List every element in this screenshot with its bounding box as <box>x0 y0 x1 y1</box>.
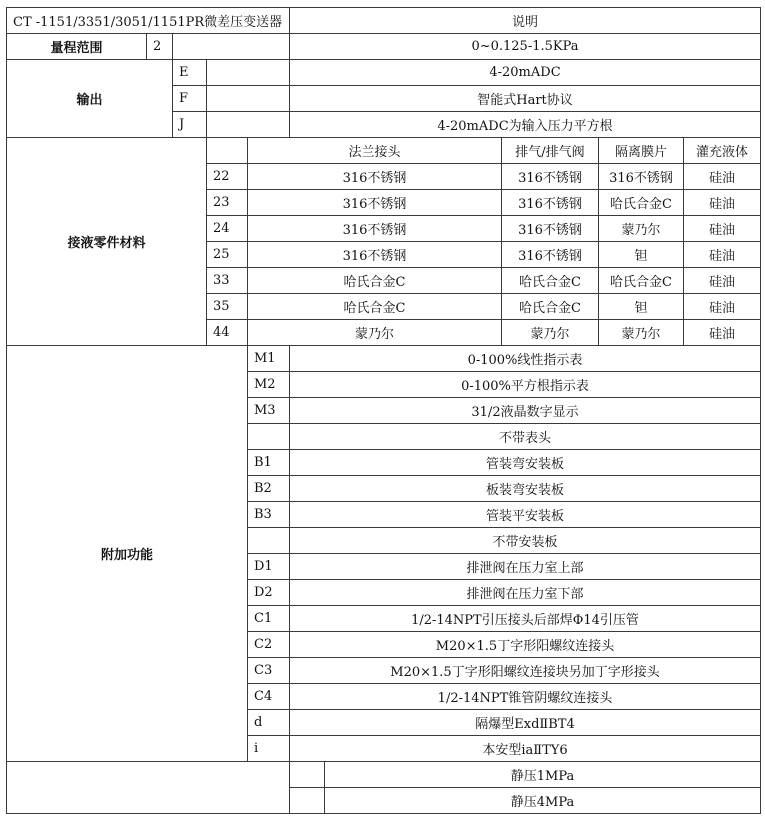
function-desc: 隔爆型ExdⅡBT4 <box>289 709 761 736</box>
materials-cell: 316不锈钢 <box>501 163 599 190</box>
materials-cell: 316不锈钢 <box>598 163 684 190</box>
function-code: d <box>247 709 290 736</box>
output-blank <box>206 85 290 112</box>
materials-cell: 蒙乃尔 <box>247 319 502 346</box>
function-code: M1 <box>247 345 290 372</box>
materials-code: 33 <box>206 267 248 294</box>
function-code: D1 <box>247 553 290 580</box>
function-desc: 1/2-14NPT引压接头后部焊Φ14引压管 <box>289 605 761 632</box>
function-code: B2 <box>247 475 290 502</box>
function-desc: 管装平安装板 <box>289 501 761 528</box>
materials-code: 24 <box>206 215 248 242</box>
output-desc: 智能式Hart协议 <box>289 85 761 112</box>
static-pressure-code <box>289 761 325 788</box>
materials-code: 25 <box>206 241 248 268</box>
materials-column-header: 灌充液体 <box>683 137 761 164</box>
materials-cell: 钽 <box>598 241 684 268</box>
function-code: C1 <box>247 605 290 632</box>
static-pressure-desc: 静压1MPa <box>324 761 761 788</box>
function-desc: 0-100%线性指示表 <box>289 345 761 372</box>
materials-column-header: 隔离膜片 <box>598 137 684 164</box>
materials-code: 44 <box>206 319 248 346</box>
function-desc: 排泄阀在压力室上部 <box>289 553 761 580</box>
function-desc: 0-100%平方根指示表 <box>289 371 761 398</box>
materials-cell: 哈氏合金C <box>247 293 502 320</box>
function-code <box>247 527 290 554</box>
materials-cell: 316不锈钢 <box>501 215 599 242</box>
materials-header-blank <box>206 137 248 164</box>
materials-cell: 哈氏合金C <box>598 189 684 216</box>
output-code: F <box>172 85 207 112</box>
function-code: i <box>247 735 290 762</box>
materials-cell: 哈氏合金C <box>501 267 599 294</box>
function-code: C4 <box>247 683 290 710</box>
materials-column-header: 排气/排气阀 <box>501 137 599 164</box>
function-desc: 板装弯安装板 <box>289 475 761 502</box>
materials-label: 接液零件材料 <box>6 137 207 346</box>
function-desc: M20×1.5丁字形阳螺纹连接头 <box>289 631 761 658</box>
function-code: B1 <box>247 449 290 476</box>
materials-cell: 硅油 <box>683 189 761 216</box>
function-desc: M20×1.5丁字形阳螺纹连接块另加丁字形接头 <box>289 657 761 684</box>
function-desc: 本安型iaⅡTY6 <box>289 735 761 762</box>
function-desc: 排泄阀在压力室下部 <box>289 579 761 606</box>
materials-cell: 蒙乃尔 <box>501 319 599 346</box>
materials-cell: 硅油 <box>683 319 761 346</box>
materials-cell: 钽 <box>598 293 684 320</box>
output-desc: 4-20mADC <box>289 59 761 86</box>
materials-cell: 硅油 <box>683 267 761 294</box>
static-pressure-code <box>289 787 325 814</box>
range-blank <box>172 33 290 60</box>
function-desc: 1/2-14NPT锥管阴螺纹连接头 <box>289 683 761 710</box>
function-code: D2 <box>247 579 290 606</box>
range-code: 2 <box>146 33 173 60</box>
materials-cell: 哈氏合金C <box>501 293 599 320</box>
function-code: C2 <box>247 631 290 658</box>
materials-code: 22 <box>206 163 248 190</box>
function-code <box>247 423 290 450</box>
materials-cell: 316不锈钢 <box>501 241 599 268</box>
functions-label: 附加功能 <box>6 345 248 762</box>
function-code: M3 <box>247 397 290 424</box>
range-label: 量程范围 <box>6 33 147 60</box>
output-code: E <box>172 59 207 86</box>
function-desc: 管装弯安装板 <box>289 449 761 476</box>
description-header: 说明 <box>289 7 761 34</box>
materials-column-header: 法兰接头 <box>247 137 502 164</box>
output-label: 输出 <box>6 59 173 138</box>
range-desc: 0~0.125-1.5KPa <box>289 33 761 60</box>
output-blank <box>206 111 290 138</box>
function-code: C3 <box>247 657 290 684</box>
materials-code: 35 <box>206 293 248 320</box>
materials-cell: 硅油 <box>683 215 761 242</box>
materials-cell: 316不锈钢 <box>501 189 599 216</box>
materials-cell: 316不锈钢 <box>247 189 502 216</box>
materials-cell: 哈氏合金C <box>247 267 502 294</box>
function-code: M2 <box>247 371 290 398</box>
function-code: B3 <box>247 501 290 528</box>
materials-cell: 硅油 <box>683 163 761 190</box>
function-desc: 不带表头 <box>289 423 761 450</box>
materials-cell: 316不锈钢 <box>247 241 502 268</box>
materials-cell: 硅油 <box>683 241 761 268</box>
static-pressure-desc: 静压4MPa <box>324 787 761 814</box>
static-pressure-label <box>6 761 290 814</box>
output-desc: 4-20mADC为输入压力平方根 <box>289 111 761 138</box>
materials-cell: 316不锈钢 <box>247 215 502 242</box>
function-desc: 31/2液晶数字显示 <box>289 397 761 424</box>
materials-cell: 316不锈钢 <box>247 163 502 190</box>
materials-cell: 蒙乃尔 <box>598 319 684 346</box>
materials-cell: 硅油 <box>683 293 761 320</box>
materials-code: 23 <box>206 189 248 216</box>
output-blank <box>206 59 290 86</box>
materials-cell: 蒙乃尔 <box>598 215 684 242</box>
output-code: J <box>172 111 207 138</box>
table-title: CT -1151/3351/3051/1151PR微差压变送器 <box>6 7 290 34</box>
function-desc: 不带安装板 <box>289 527 761 554</box>
materials-cell: 哈氏合金C <box>598 267 684 294</box>
